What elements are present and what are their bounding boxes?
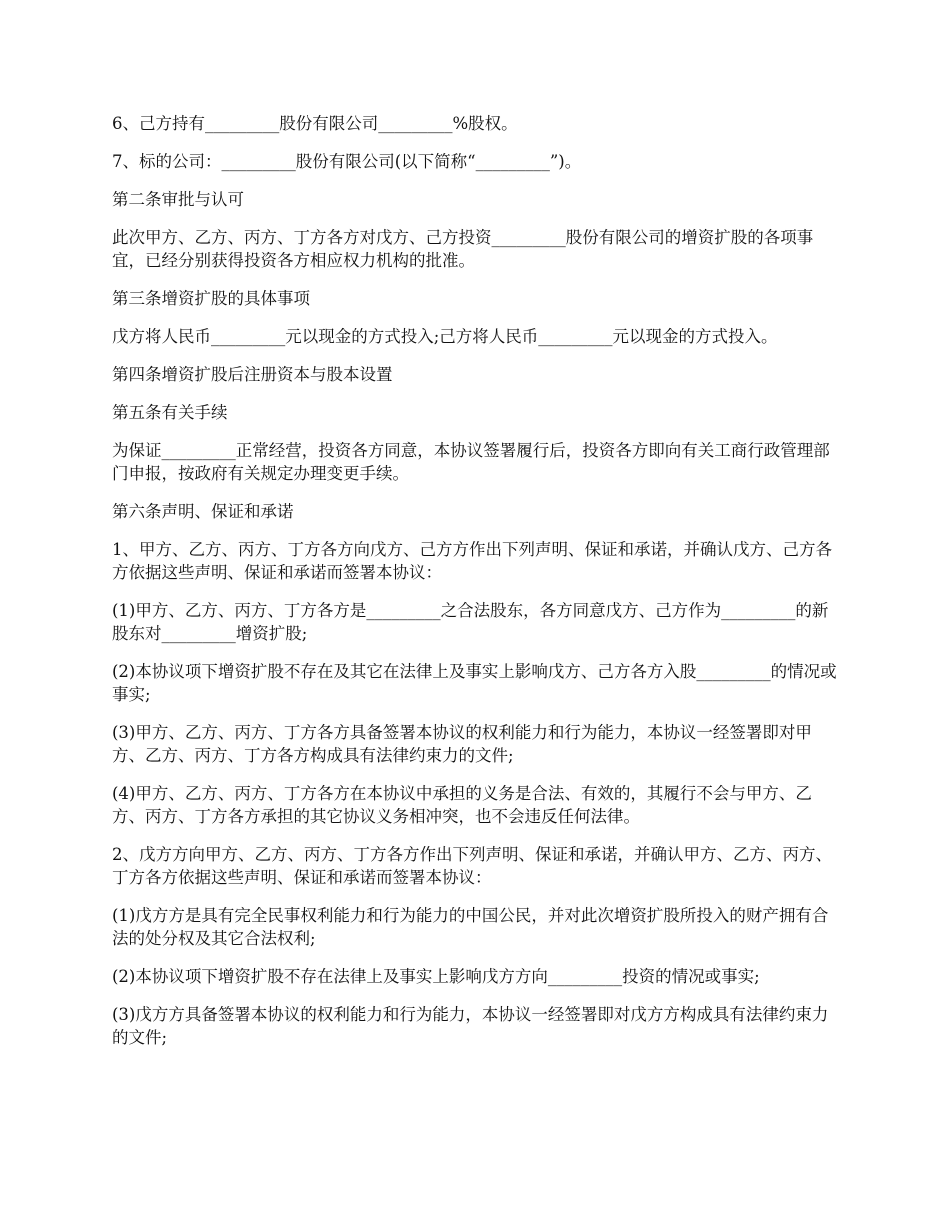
article-6-item-1-sub-4: (4)甲方、乙方、丙方、丁方各方在本协议中承担的义务是合法、有效的，其履行不会与甲方、乙方、丙方、丁方各方承担的其它协议义务相冲突，也不会违反任何法律。 <box>112 784 812 826</box>
article-2-heading: 第二条审批与认可 <box>112 190 244 209</box>
article-4-heading: 第四条增资扩股后注册资本与股本设置 <box>112 365 393 384</box>
clause-7-target-company: 7、标的公司：_________股份有限公司(以下简称“_________”)。 <box>112 152 582 171</box>
article-3-heading: 第三条增资扩股的具体事项 <box>112 289 310 308</box>
article-6-item-1-sub-3: (3)甲方、乙方、丙方、丁方各方具备签署本协议的权利能力和行为能力，本协议一经签署即对甲方、乙方、丙方、丁方各方构成具有法律约束力的文件; <box>112 723 812 765</box>
article-6-item-1: 1、甲方、乙方、丙方、丁方各方向戊方、己方方作出下列声明、保证和承诺，并确认戊方、己方各方依据这些声明、保证和承诺而签署本协议： <box>112 540 832 582</box>
article-3-body: 戊方将人民币_________元以现金的方式投入;己方将人民币_________元以现金的方式投入。 <box>112 327 778 346</box>
article-6-item-1-sub-2: (2)本协议项下增资扩股不存在及其它在法律上及事实上影响戊方、己方各方入股_________的情况或事实; <box>112 662 837 704</box>
article-5-body: 为保证_________正常经营，投资各方同意，本协议签署履行后，投资各方即向有关工商行政管理部门申报，按政府有关规定办理变更手续。 <box>112 441 830 483</box>
clause-6-ji-shareholding: 6、己方持有_________股份有限公司_________%股权。 <box>112 114 518 133</box>
article-6-item-2: 2、戊方方向甲方、乙方、丙方、丁方各方作出下列声明、保证和承诺，并确认甲方、乙方、丙方、丁方各方依据这些声明、保证和承诺而签署本协议： <box>112 845 832 887</box>
article-6-item-1-sub-1: (1)甲方、乙方、丙方、丁方各方是_________之合法股东，各方同意戊方、己方作为_________的新股东对_________增资扩股; <box>112 601 829 643</box>
article-6-item-2-sub-2: (2)本协议项下增资扩股不存在法律上及事实上影响戊方方向_________投资的情况或事实; <box>112 967 760 986</box>
article-6-item-2-sub-3: (3)戊方方具备签署本协议的权利能力和行为能力，本协议一经签署即对戊方方构成具有法律约束力的文件; <box>112 1005 829 1047</box>
article-5-heading: 第五条有关手续 <box>112 403 228 422</box>
document-page <box>112 112 840 1064</box>
article-2-body: 此次甲方、乙方、丙方、丁方各方对戊方、己方投资_________股份有限公司的增资扩股的各项事宜，已经分别获得投资各方相应权力机构的批准。 <box>112 228 814 270</box>
article-6-heading: 第六条声明、保证和承诺 <box>112 502 294 521</box>
article-6-item-2-sub-1: (1)戊方方是具有完全民事权利能力和行为能力的中国公民，并对此次增资扩股所投入的财产拥有合法的处分权及其它合法权利; <box>112 906 829 948</box>
